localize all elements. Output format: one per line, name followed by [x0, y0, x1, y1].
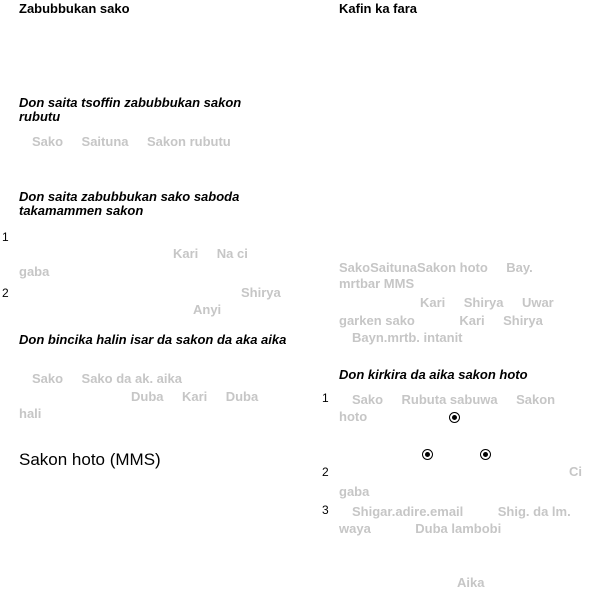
softkey-label: Ci — [569, 464, 582, 479]
subheading-create-mms: Don kirkira da aika sakon hoto — [339, 367, 528, 382]
section-heading-mms: Sakon hoto (MMS) — [19, 450, 161, 469]
path-item: Uwar — [521, 295, 554, 310]
step-number: 1 — [322, 391, 329, 405]
softkey-label: Anyi — [193, 302, 222, 317]
path-item: mrtbar MMS — [339, 276, 415, 291]
menu-path-sent-messages — [32, 370, 182, 388]
path-tail: hali — [19, 406, 42, 421]
path-item: Shig. da lm. — [497, 504, 571, 519]
menu-path-contacts — [339, 520, 501, 538]
path-item: Kari — [459, 313, 485, 328]
path-item: Duba — [131, 389, 164, 404]
menu-path-new-mms — [352, 391, 555, 409]
menu-path-mms-settings — [339, 259, 533, 277]
path-item: Sakon — [516, 392, 556, 407]
path-item: Shirya — [503, 313, 543, 328]
softkey-label: Kari — [173, 246, 199, 261]
path-item: Sako da ak. aika — [81, 371, 182, 386]
subheading-delivery-status: Don bincika halin isar da sakon da aka aika — [19, 332, 287, 347]
path-item: Bay. — [506, 260, 533, 275]
path-item: Sako — [352, 392, 384, 407]
softkey-label-send: Aika — [457, 575, 485, 590]
step-keys — [173, 245, 248, 263]
step-number: 2 — [322, 465, 329, 479]
path-item: garken sako — [339, 313, 415, 328]
path-item: Sako — [32, 134, 64, 149]
softkey-label: Na ci — [216, 246, 248, 261]
path-item: Duba — [225, 389, 259, 404]
path-item: Rubuta sabuwa — [401, 392, 498, 407]
path-item: Kari — [181, 389, 208, 404]
menu-path-row — [420, 294, 554, 312]
navigation-key-icon — [422, 449, 433, 460]
step-number: 3 — [322, 503, 329, 517]
path-item: Shirya — [463, 295, 504, 310]
step-number: 1 — [2, 230, 9, 244]
path-item: Kari — [420, 295, 446, 310]
menu-path-view-status — [131, 388, 258, 406]
path-tail: hoto — [339, 409, 368, 424]
path-item: Saituna — [81, 134, 129, 149]
menu-path-text-settings — [32, 133, 231, 151]
path-item: Shigar.adire.email — [352, 504, 464, 519]
step-tail: gaba — [339, 484, 370, 499]
section-heading-before-you-start: Kafin ka fara — [339, 1, 418, 16]
path-item: Duba lambobi — [415, 521, 502, 536]
step-number: 2 — [2, 286, 9, 300]
section-heading-message-options: Zabubbukan sako — [19, 1, 130, 16]
navigation-key-icon — [449, 412, 460, 423]
softkey-label: Shirya — [241, 285, 281, 300]
step-tail: gaba — [19, 264, 50, 279]
subheading-default-text-options: Don saita tsoffin zabubbukan sakon rubutu — [19, 95, 242, 124]
path-item: SakoSaitunaSakon hoto — [339, 260, 488, 275]
subheading-specific-message-options: Don saita zabubbukan sako saboda takamammen sakon — [19, 189, 240, 218]
navigation-key-icon — [480, 449, 491, 460]
path-item: Sako — [32, 371, 64, 386]
menu-path-recipient — [352, 503, 571, 521]
path-item: Bayn.mrtb. intanit — [352, 330, 463, 345]
path-item: Sakon rubutu — [146, 134, 231, 149]
menu-path-row — [339, 312, 543, 330]
path-item: waya — [339, 521, 371, 536]
